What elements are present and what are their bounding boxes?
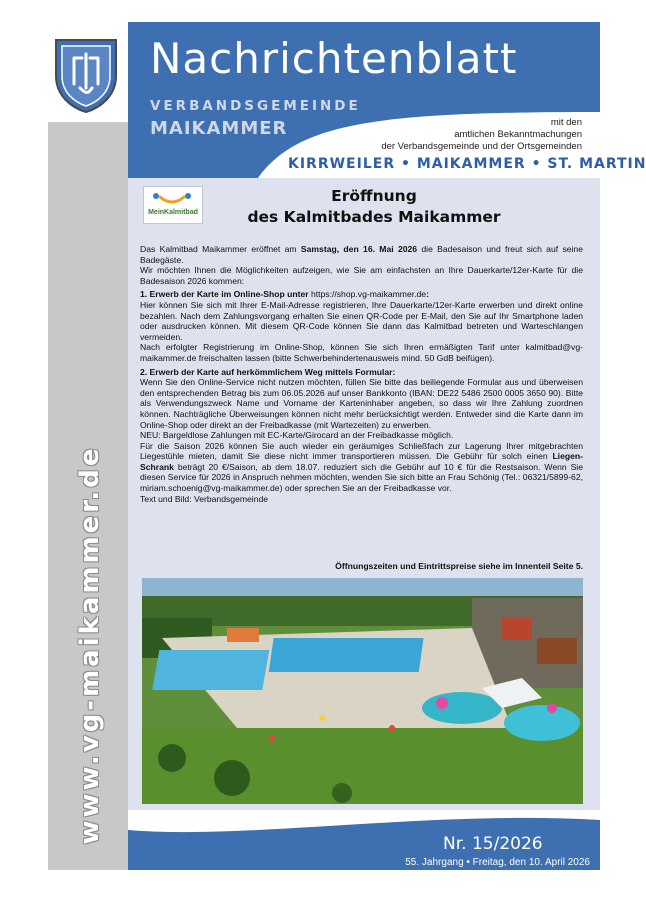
masthead-subtitle: VERBANDSGEMEINDE bbox=[150, 98, 361, 114]
issue-date: 55. Jahrgang • Freitag, den 10. April 2026 bbox=[405, 857, 590, 868]
kalmitbad-logo: MeinKalmitbad bbox=[143, 186, 203, 224]
website-url-vertical: www.vg-maikammer.de bbox=[75, 445, 105, 845]
masthead-tagline: mit den amtlichen Bekanntmachungen der Verbandsgemeinde und der Ortsgemeinden bbox=[381, 117, 582, 152]
aerial-photo-swimming-pool bbox=[142, 578, 583, 804]
article-body: Das Kalmitbad Maikammer eröffnet am Samstag, den 16. Mai 2026 die Badesaison und freut sich auf seine Badegäste. Wir möchten Ihnen die Möglichkeiten aufzeigen, wie Sie am einfachsten an Ihre Dauerkarte/12er-Karte für die Badesaison 2026 kommen: 1. Erwerb der Karte im Online-Shop unter https://shop.vg-maikammer.de: Hier können Sie sich mit Ihrer E-Mail-Adresse registrieren, Ihre Dauerkarte/12er-Karte erwerben und direkt online bezahlen. Nach dem Zahlungsvorgang erhalten Sie einen QR-Code per E-Mail, den Sie auf Ihr Smartphone laden oder ausdrucken können. Mit diesem QR-Code können Sie dann das Kalmitbad betreten und Warteschlangen vermeiden. Nach erfolgter Registrierung im Online-Shop, können Sie sich Ihren ermäßigten Tarif unter kalmitbad@vg-maikammer.de freischalten lassen (bitte Schwerbehindertenausweis mind. 50 GdB beifügen). 2. Erwerb der Karte auf herkömmlichem Weg mittels Formular: Wenn Sie den Online-Service nicht nutzen möchten, füllen Sie bitte das beiliegende Formular aus und überweisen den entsprechenden Betrag bis zum 06.05.2026 auf unser Bankkonto (IBAN: DE22 5486 2500 0005 3650 90). Bitte als Verwendungszweck Name und Vorname der Karteninhaber angeben, so dass wir Ihre Zahlung zuordnen können. Nachträgliche Überweisungen können nicht mehr berücksichtigt werden. Entweder sind die Karte dann im Online-Shop oder direkt an der Freibadkasse (mit Wartezeiten) zu erwerben. NEU: Bargeldlose Zahlungen mit EC-Karte/Girocard an der Freibadkasse möglich. Für die Saison 2026 können Sie auch wieder ein geräumiges Schließfach zur Lagerung Ihrer mitgebrachten Liegestühle mieten, damit Sie diese nicht immer transportieren müssen. Die Gebühr für solch einen Liegen-Schrank beträgt 20 €/Saison, ab dem 18.07. reduziert sich die Gebühr auf 10 € für die Restsaison. Wenn Sie diesen Service für 2026 in Anspruch nehmen möchten, wenden Sie sich bitte an Frau Schönig (Tel.: 06321/5899-62, miriam.schoenig@vg-maikammer.de) oder sprechen Sie an der Freibadkasse vor. Text und Bild: Verbandsgemeinde bbox=[140, 244, 583, 504]
article-footnote: Öffnungszeiten und Eintrittspreise siehe im Innenteil Seite 5. bbox=[335, 561, 583, 571]
article-headline: Eröffnung des Kalmitbades Maikammer bbox=[247, 187, 501, 226]
masthead-municipality: MAIKAMMER bbox=[150, 118, 288, 139]
coat-of-arms-icon bbox=[52, 36, 120, 114]
masthead-title: Nachrichtenblatt bbox=[150, 34, 518, 83]
town-kirrweiler: KIRRWEILER bbox=[288, 156, 396, 172]
town-maikammer: MAIKAMMER bbox=[416, 156, 526, 172]
member-towns: KIRRWEILER • MAIKAMMER • ST. MARTIN bbox=[288, 156, 646, 172]
issue-number: Nr. 15/2026 bbox=[443, 834, 543, 854]
town-st-martin: ST. MARTIN bbox=[547, 156, 646, 172]
